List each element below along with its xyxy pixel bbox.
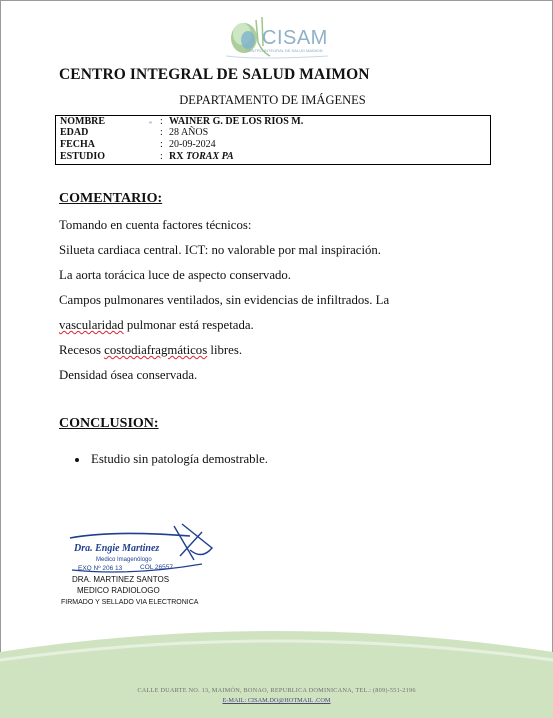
footer-address: CALLE DUARTE NO. 13, MAIMÓN, BONAO, REPUBLICA DOMINICANA, TEL.: (809)-551-2196: [137, 687, 416, 694]
comment-line: Tomando en cuenta factores técnicos:: [59, 218, 252, 232]
bullet-icon: [75, 458, 79, 462]
comment-line: vascularidad pulmonar está respetada.: [59, 318, 254, 332]
signature-stamp: [62, 520, 222, 580]
stamp-name: Dra. Engie Martinez: [74, 543, 160, 554]
comment-heading: COMENTARIO:: [59, 191, 163, 206]
stamp-col: COL 26557: [140, 564, 174, 571]
footer-email: E-MAIL: CISAM.DO@HOTMAIL .COM: [222, 697, 331, 704]
department-title: DEPARTAMENTO DE IMÁGENES: [179, 93, 366, 107]
comment-line: Silueta cardiaca central. ICT: no valorable por mal inspiración.: [59, 243, 382, 257]
small-mark-icon: ⁞⁞⁞: [149, 120, 153, 125]
comment-line: Recesos costodiafragmáticos libres.: [59, 343, 243, 357]
logo-wordmark: CISAM: [262, 27, 328, 49]
patient-info-box: ⁞⁞⁞ NOMBRE : WAINER G. DE LOS RIOS M. EDAD : 28 AÑOS FECHA : 20-09-2024 ESTUDIO : RX TORAX PA: [55, 115, 491, 165]
doctor-role: MEDICO RADIOLOGO: [77, 586, 160, 595]
page-title: CENTRO INTEGRAL DE SALUD MAIMON: [59, 66, 370, 83]
comment-line: La aorta torácica luce de aspecto conservado.: [59, 268, 291, 282]
comment-line: Campos pulmonares ventilados, sin evidencias de infiltrados. La: [59, 293, 390, 307]
stamp-exequatur: EXQ Nº 206 13: [78, 565, 123, 572]
comment-line: Densidad ósea conservada.: [59, 368, 198, 382]
signature-note: FIRMADO Y SELLADO VIA ELECTRONICA: [61, 599, 199, 606]
stamp-title: Medico Imagenólogo: [96, 557, 152, 563]
conclusion-heading: CONCLUSION:: [59, 416, 159, 431]
logo-tagline: CENTRO INTEGRAL DE SALUD MAIMON: [246, 48, 323, 53]
doctor-name: DRA. MARTINEZ SANTOS: [72, 575, 170, 584]
